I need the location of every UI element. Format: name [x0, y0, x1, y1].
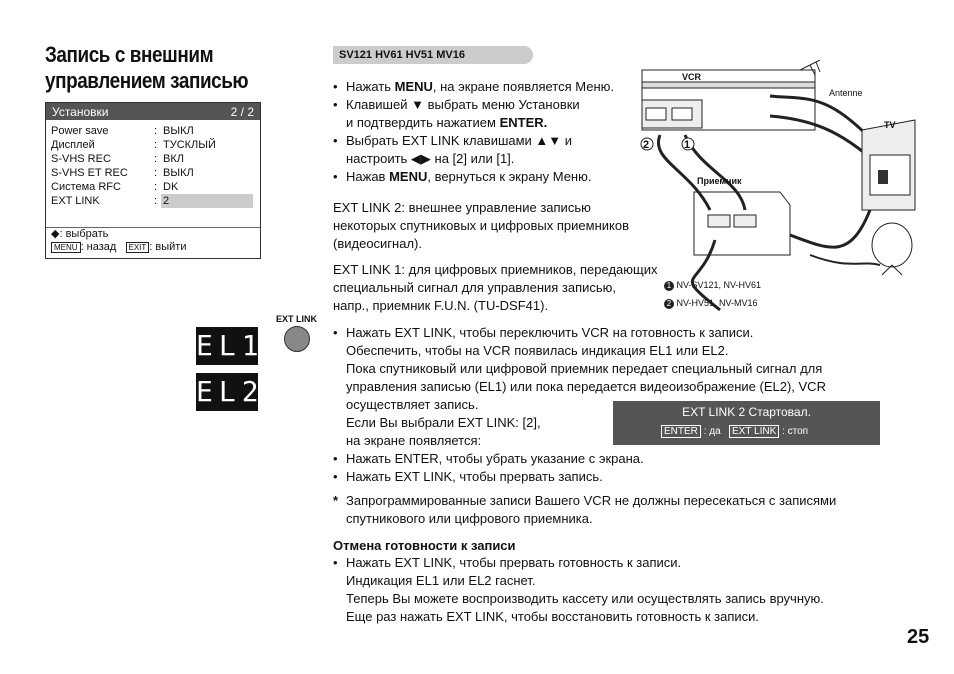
tv-label: TV: [884, 120, 896, 130]
exit-key-icon: EXIT: [126, 242, 150, 253]
menu-key-icon: MENU: [51, 242, 81, 253]
step-item-cont: осуществляет запись.: [346, 397, 479, 412]
menu-select-hint: [51, 228, 108, 241]
menu-row-value: DK: [163, 181, 179, 193]
menu-row-label: EXT LINK: [51, 195, 100, 207]
vcr-unit: [642, 70, 815, 130]
menu-row-value: ВЫКЛ: [163, 125, 194, 137]
ext-link-2-description: EXT LINK 2: внешнее управление записью некоторых спутниковых и цифровых приемников (видеосигнал).: [333, 200, 629, 251]
osd-hints: ENTER : да EXT LINK : стоп: [661, 426, 808, 437]
step-item: • Нажать ENTER, чтобы убрать указание с экрана.: [333, 450, 893, 468]
models-banner: SV121 HV61 HV51 MV16: [333, 46, 533, 64]
step-item-cont: Еще раз нажать EXT LINK, чтобы восстановить готовность к записи.: [346, 609, 760, 624]
menu-header: [46, 103, 260, 120]
menu-row-label: S-VHS ET REC: [51, 167, 128, 179]
asterisk-icon: *: [333, 493, 339, 508]
page-number: 25: [907, 626, 930, 648]
legend-2-marker: 2: [664, 299, 674, 309]
receiver-label: Приемник: [697, 176, 742, 186]
osd-title: EXT LINK 2 Стартовал.: [682, 405, 811, 419]
satellite-dish-icon: [872, 223, 912, 275]
el1-display: EL1: [196, 327, 258, 365]
step-item: • Нажать MENU, на экране появляется Меню.: [333, 78, 633, 96]
exit-hint-text: : выйти: [149, 241, 187, 253]
menu-page: 2 / 2: [230, 104, 254, 119]
menu-colon: :: [154, 153, 158, 165]
connector-1-label: 1: [684, 139, 691, 151]
el2-display: EL2: [196, 373, 258, 411]
step-item-cont: Обеспечить, чтобы на VCR появилась индикация EL1 или EL2.: [346, 343, 729, 358]
note: * Запрограммированные записи Вашего VCR не должны пересекаться с записями спутникового или цифрового приемника.: [333, 493, 837, 526]
legend-1-text: NV-SV121, NV-HV61: [676, 280, 762, 290]
menu-row-value: ВКЛ: [163, 153, 184, 165]
step-item-cont: управления записью (EL1) или пока передается видеоизображение (EL2), VCR: [346, 379, 826, 394]
osd-message-box: [613, 401, 880, 445]
arrow-updown-icon: ◆: [51, 228, 60, 240]
step-item: • Нажать EXT LINK, чтобы прервать запись.: [333, 468, 893, 486]
menu-row-label: S-VHS REC: [51, 153, 111, 165]
step-item-cont: Если Вы выбрали EXT LINK: [2],: [346, 415, 541, 430]
step-item: • Нажать EXT LINK, чтобы прервать готовность к записи.: [333, 554, 903, 572]
step-item: • Клавишей ▼ выбрать меню Установки: [333, 96, 633, 114]
menu-row-label: Дисплей: [51, 139, 95, 151]
step-item-cont: настроить ◀▶ на [2] или [1].: [346, 151, 515, 166]
menu-row-label: Power save: [51, 125, 109, 137]
step-item-cont: на экране появляется:: [346, 433, 482, 448]
step-item: • Нажав MENU, вернуться к экрану Меню.: [333, 168, 633, 186]
menu-row-label: Система RFC: [51, 181, 121, 193]
step-item-cont: Теперь Вы можете воспроизводить кассету или осуществлять запись вручную.: [346, 591, 824, 606]
ext-link-button: [284, 326, 310, 352]
menu-row-value: 2: [161, 194, 253, 208]
connector-2-label: 2: [643, 139, 650, 151]
page-title: Запись с внешним управлением записью: [45, 42, 249, 93]
step-item-cont: Пока спутниковый или цифровой приемник передает специальный сигнал для: [346, 361, 823, 376]
setup-steps: [333, 78, 633, 186]
menu-row-value: ВЫКЛ: [163, 167, 194, 179]
tv-unit: [862, 120, 915, 210]
menu-title: Установки: [52, 104, 109, 119]
menu-colon: :: [154, 181, 158, 193]
step-item: • Нажать EXT LINK, чтобы переключить VCR на готовность к записи.: [333, 324, 893, 342]
setup-menu-screen: [45, 102, 261, 259]
extlink-key-icon: EXT LINK: [729, 425, 779, 438]
ext-link-button-label: EXT LINK: [276, 314, 318, 324]
legend-2-text: NV-HV51, NV-MV16: [676, 298, 758, 308]
select-hint-text: : выбрать: [59, 228, 109, 240]
step-item-cont: и подтвердить нажатием ENTER.: [346, 115, 548, 130]
legend-2: [664, 298, 758, 309]
menu-row-value: ТУСКЛЫЙ: [163, 139, 216, 151]
step-item-cont: Индикация EL1 или EL2 гаснет.: [346, 573, 536, 588]
antenne-label: Antenne: [829, 88, 863, 98]
menu-nav-hints: [51, 241, 186, 254]
back-hint-text: : назад: [80, 241, 117, 253]
vcr-label: VCR: [682, 72, 702, 82]
menu-colon: :: [154, 195, 158, 207]
menu-colon: :: [154, 167, 158, 179]
menu-colon: :: [154, 125, 158, 137]
legend-1-marker: 1: [664, 281, 674, 291]
ext-link-1-description: EXT LINK 1: для цифровых приемников, передающих специальный сигнал для управления записью, напр., приемник F.U.N. (TU-DSF41).: [333, 262, 658, 313]
legend-1: [664, 280, 761, 291]
menu-colon: :: [154, 139, 158, 151]
enter-key-icon: ENTER: [661, 425, 701, 438]
cancel-section-title: Отмена готовности к записи: [333, 538, 516, 553]
cancel-steps: [333, 554, 903, 626]
step-item: • Выбрать EXT LINK клавишами ▲▼ и: [333, 132, 633, 150]
